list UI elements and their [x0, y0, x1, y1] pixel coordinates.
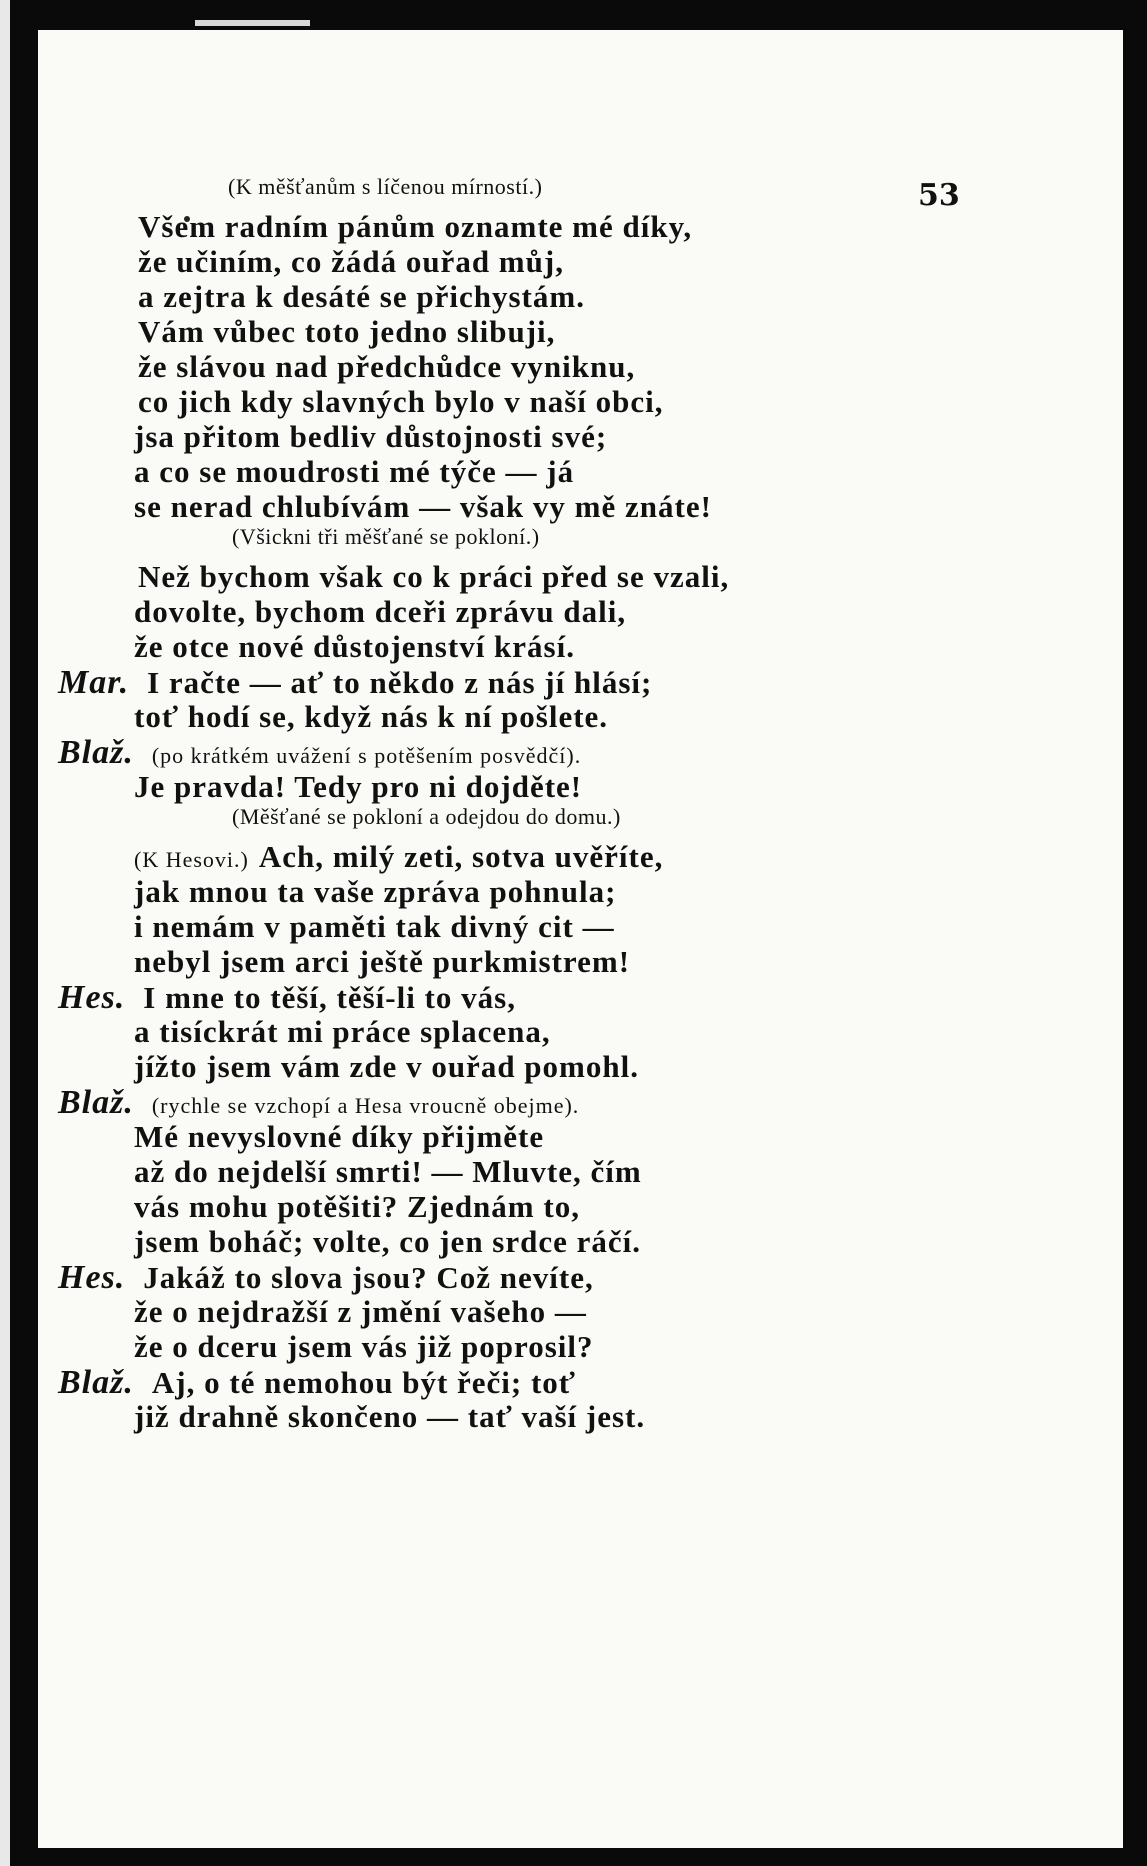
verse-text: že učiním, co žádá ouřad můj, — [138, 244, 564, 279]
verse-line — [134, 419, 607, 455]
verse-line — [134, 489, 712, 525]
verse-text: že otce nové důstojenství krásí. — [134, 629, 575, 664]
speaker-name: Mar. — [58, 664, 130, 701]
verse-line — [134, 839, 663, 875]
stage-direction — [228, 174, 542, 200]
verse-line — [134, 1329, 593, 1365]
verse-line — [134, 1399, 645, 1435]
verse-line — [58, 1364, 576, 1402]
verse-line — [138, 384, 663, 420]
verse-line — [58, 664, 652, 702]
verse-text: a zejtra k desáté se přichystám. — [138, 279, 585, 314]
verse-text: Mé nevyslovné díky přijměte — [134, 1119, 545, 1154]
verse-line — [134, 629, 575, 665]
verse-text: nebyl jsem arci ještě purkmistrem! — [134, 944, 631, 979]
verse-text: i nemám v paměti tak divný cit — — [134, 909, 615, 944]
inline-stage-direction: (po krátkém uvážení s potěšením posvědčí). — [151, 743, 582, 768]
scan-mark — [195, 20, 310, 26]
verse-text: dovolte, bychom dceři zprávu dali, — [134, 594, 627, 629]
stage-direction — [232, 524, 540, 550]
verse-line — [134, 874, 616, 910]
verse-text: Všem radním pánům oznamte mé díky, — [138, 209, 693, 244]
page-number: 53 — [918, 178, 960, 213]
verse-text: a tisíckrát mi práce splacena, — [134, 1014, 551, 1049]
speaker-name: Blaž. — [58, 1364, 134, 1401]
verse-line — [58, 734, 591, 772]
verse-line — [138, 244, 564, 280]
verse-line — [134, 1189, 580, 1225]
verse-line — [58, 1259, 594, 1297]
verse-text: až do nejdelší smrti! — Mluvte, čím — [134, 1154, 642, 1189]
verse-line — [134, 1154, 642, 1190]
verse-text: I mne to těší, těší-li to vás, — [143, 980, 516, 1015]
verse-text: že o nejdražší z jmění vašeho — — [134, 1294, 587, 1329]
verse-line — [134, 1119, 544, 1155]
stage-direction — [232, 804, 621, 830]
verse-text: se nerad chlubívám — však vy mě znáte! — [134, 489, 712, 524]
verse-text: již drahně skončeno — tať vaší jest. — [134, 1399, 646, 1434]
verse-text: jsem boháč; volte, co jen srdce ráčí. — [134, 1224, 642, 1259]
verse-line — [134, 909, 615, 945]
verse-line — [134, 944, 630, 980]
speaker-name: Hes. — [58, 979, 126, 1016]
speaker-name: Blaž. — [58, 1084, 134, 1121]
verse-line — [58, 1084, 589, 1122]
stage-text: (K měšťanům s líčenou mírností.) — [228, 174, 543, 199]
inline-stage-direction: (K Hesovi.) — [134, 847, 249, 872]
verse-text: a co se moudrosti mé týče — já — [134, 454, 575, 489]
verse-line — [138, 559, 729, 595]
verse-text: vás mohu potěšiti? Zjednám to, — [134, 1189, 580, 1224]
verse-text: Jakáž to slova jsou? Což nevíte, — [143, 1260, 594, 1295]
verse-text: co jich kdy slavných bylo v naší obci, — [138, 384, 664, 419]
verse-line — [138, 349, 635, 385]
verse-text: jížto jsem vám zde v ouřad pomohl. — [134, 1049, 639, 1084]
verse-text: Vám vůbec toto jedno slibuji, — [138, 314, 556, 349]
speaker-name: Hes. — [58, 1259, 126, 1296]
verse-text: Je pravda! Tedy pro ni dojděte! — [134, 769, 583, 804]
verse-text: I račte — ať to někdo z nás jí hlásí; — [147, 665, 653, 700]
verse-line — [134, 1224, 641, 1260]
stage-text: (Všickni tři měšťané se pokloní.) — [232, 524, 540, 549]
scan-edge — [0, 0, 10, 1866]
verse-line — [138, 314, 555, 350]
verse-line — [134, 594, 626, 630]
verse-text: Ach, milý zeti, sotva uvěříte, — [258, 839, 664, 874]
verse-text: že o dceru jsem vás již poprosil? — [134, 1329, 594, 1364]
stage-text: (Měšťané se pokloní a odejdou do domu.) — [232, 804, 621, 829]
speaker-name: Blaž. — [58, 734, 134, 771]
verse-line — [134, 699, 608, 735]
verse-text: jak mnou ta vaše zpráva pohnula; — [134, 874, 617, 909]
verse-text: Než bychom však co k práci před se vzali, — [138, 559, 730, 594]
verse-line — [134, 1294, 587, 1330]
book-page — [38, 30, 1123, 1848]
verse-line — [134, 454, 574, 490]
verse-text: Aj, o té nemohou být řeči; toť — [151, 1365, 576, 1400]
verse-text: jsa přitom bedliv důstojnosti své; — [134, 419, 608, 454]
verse-text: že slávou nad předchůdce vyniknu, — [138, 349, 636, 384]
verse-text: toť hodí se, když nás k ní pošlete. — [134, 699, 609, 734]
verse-line — [134, 1014, 551, 1050]
inline-stage-direction: (rychle se vzchopí a Hesa vroucně obejme). — [151, 1093, 580, 1118]
verse-line — [134, 1049, 639, 1085]
verse-line — [138, 209, 692, 245]
verse-line — [58, 979, 516, 1017]
verse-line — [134, 769, 582, 805]
verse-line — [138, 279, 585, 315]
